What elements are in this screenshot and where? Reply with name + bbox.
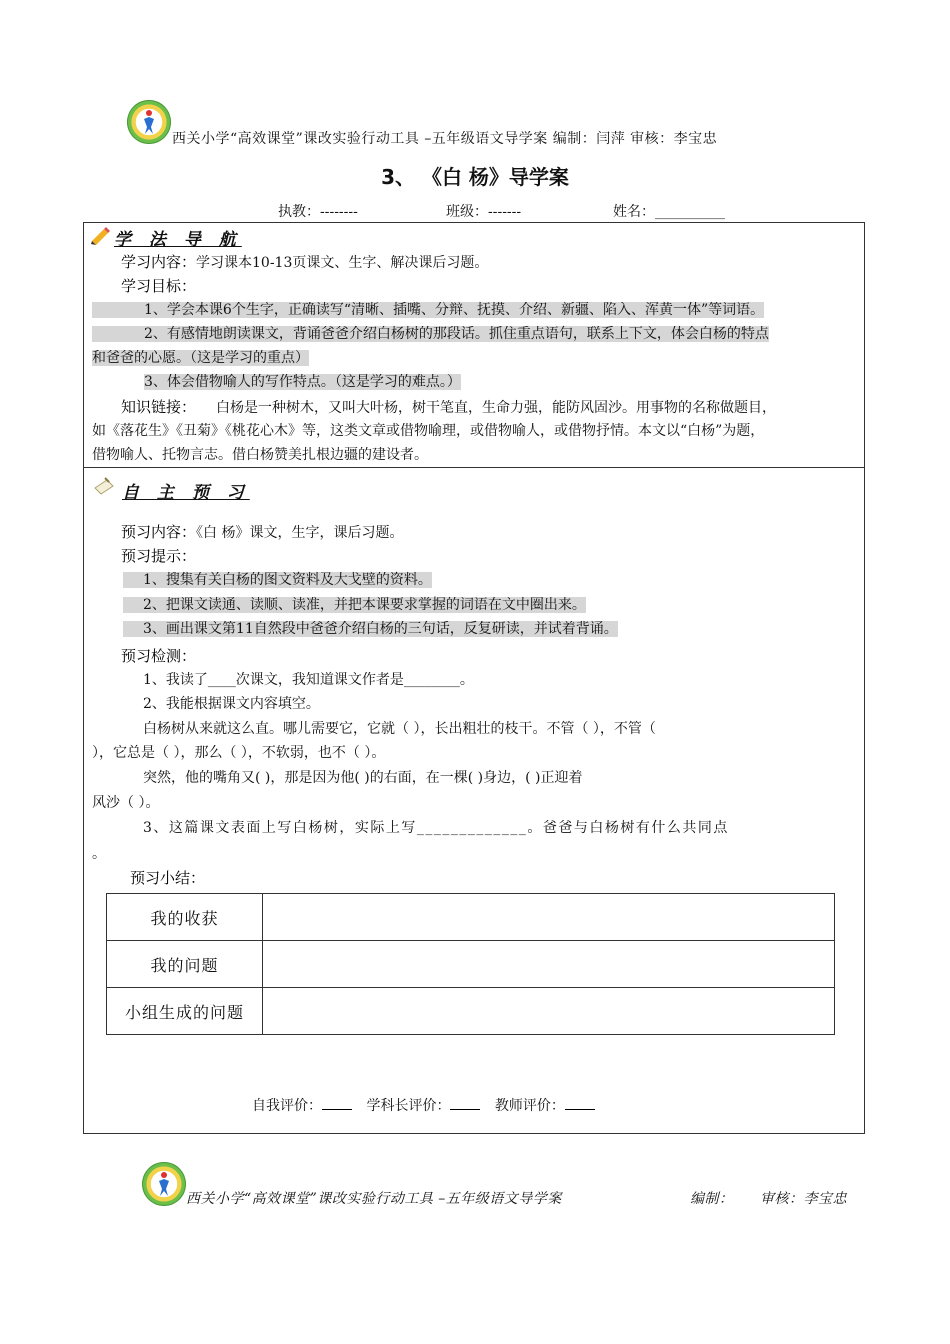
table-row xyxy=(107,988,835,1035)
preview-content-label: 预习内容： xyxy=(121,523,197,541)
study-goals-label xyxy=(121,276,196,297)
goal-item xyxy=(92,300,857,320)
self-eval-label: 自我评价： xyxy=(252,1098,322,1114)
summary-key: 小组生成的问题 xyxy=(107,988,263,1035)
pencil-icon xyxy=(90,225,112,245)
knowledge-link xyxy=(121,397,776,418)
table-row xyxy=(107,941,835,988)
meta-teacher: 执教：-------- xyxy=(278,204,358,220)
goal-text-3: 3、体会借物喻人的写作特点。（这是学习的难点。） xyxy=(144,374,461,390)
leader-eval-blank[interactable] xyxy=(450,1095,480,1110)
summary-answer-field[interactable] xyxy=(263,988,835,1035)
check-label-text: 预习检测： xyxy=(121,647,197,665)
knowledge-label: 知识链接： xyxy=(121,398,197,416)
goals-label-text: 学习目标： xyxy=(121,277,197,295)
summary-label-text: 预习小结： xyxy=(130,869,206,887)
tip-text-3: 3、画出课文第11自然段中爸爸介绍白杨的三句话，反复研读，并试着背诵。 xyxy=(123,621,618,637)
summary-answer-field[interactable] xyxy=(263,894,835,941)
leader-eval-label: 学科长评价： xyxy=(366,1098,451,1114)
footer-school: 西关小学“高效课堂”课改实验行动工具 –五年级语文导学案 xyxy=(186,1191,562,1207)
preview-content-text: 《白 杨》课文，生字，课后习题。 xyxy=(196,525,404,541)
check-item-3-end: 。 xyxy=(92,846,106,862)
header-text: 西关小学“高效课堂”课改实验行动工具 –五年级语文导学案 编制：闫萍 审核：李宝忠 xyxy=(172,131,718,147)
tip-item xyxy=(123,570,432,590)
summary-label xyxy=(130,868,205,889)
check-item-3: 3、这篇课文表面上写白杨树，实际上写_____________。爸爸与白杨树有什么共同点 xyxy=(143,820,729,836)
tip-text-2: 2、把课文读通、读顺、读准，并把本课要求掌握的词语在文中圈出来。 xyxy=(123,597,586,613)
page-title: 3、 《白 杨》导学案 xyxy=(381,165,569,189)
tip-item xyxy=(123,595,586,615)
school-logo xyxy=(127,100,171,144)
tip-text-1: 1、搜集有关白杨的图文资料及大戈壁的资料。 xyxy=(123,572,432,588)
knowledge-text-3: 借物喻人、托物言志。借白杨赞美扎根边疆的建设者。 xyxy=(92,447,428,463)
table-row xyxy=(107,894,835,941)
section2-heading: 自 主 预 习 xyxy=(122,483,250,503)
preview-check-label xyxy=(121,646,196,667)
figure-icon xyxy=(142,109,156,135)
section1-heading: 学 法 导 航 xyxy=(114,230,242,250)
footer-reviewer: 审核：李宝忠 xyxy=(760,1191,847,1207)
goal-item xyxy=(92,324,769,344)
summary-answer-field[interactable] xyxy=(263,941,835,988)
check-item-2: 2、我能根据课文内容填空。 xyxy=(143,696,320,712)
check-item-1: 1、我读了____次课文，我知道课文作者是________。 xyxy=(143,672,474,688)
tip-item xyxy=(123,619,618,639)
check-fill-2: ），它总是（ ），那么（ ），不软弱，也不（ ）。 xyxy=(92,745,386,761)
teacher-eval-blank[interactable] xyxy=(565,1095,595,1110)
check-fill-4: 风沙（ ）。 xyxy=(92,795,160,811)
self-eval-blank[interactable] xyxy=(322,1095,352,1110)
tips-label-text: 预习提示： xyxy=(121,547,197,565)
knowledge-text-2: 如《落花生》《丑菊》《桃花心木》等，这类文章或借物喻理，或借物喻人，或借物抒情。本文以“白杨”为题， xyxy=(92,423,765,439)
footer-editor: 编制： xyxy=(690,1191,734,1207)
goal-text-2: 2、有感情地朗读课文，背诵爸爸介绍白杨树的那段话。抓住重点语句，联系上下文，体会白杨的特点 xyxy=(92,326,769,342)
summary-key: 我的问题 xyxy=(107,941,263,988)
study-content-text: 学习课本10-13页课文、生字、解决课后习题。 xyxy=(196,255,489,271)
goal-item xyxy=(144,372,461,392)
teacher-eval-label: 教师评价： xyxy=(494,1098,565,1114)
study-content xyxy=(121,252,488,273)
figure-icon xyxy=(157,1171,171,1197)
goal-text-2b: 和爸爸的心愿。（这是学习的重点） xyxy=(92,350,309,366)
summary-key: 我的收获 xyxy=(107,894,263,941)
meta-class: 班级：------- xyxy=(446,204,522,220)
check-fill-1: 白杨树从来就这么直。哪儿需要它，它就（ ），长出粗壮的枝干。不管（ ），不管（ xyxy=(143,721,656,737)
knowledge-text-1: 白杨是一种树木，又叫大叶杨，树干笔直，生命力强，能防风固沙。用事物的名称做题目， xyxy=(216,400,777,416)
meta-name: 姓名：__________ xyxy=(613,204,725,220)
goal-item xyxy=(92,348,309,368)
preview-content xyxy=(121,522,403,543)
study-content-label: 学习内容： xyxy=(121,253,197,271)
preview-tips-label xyxy=(121,546,196,567)
goal-text-1: 1、学会本课6个生字，正确读写“清晰、插嘴、分辩、抚摸、介绍、新疆、陷入、浑黄一体”等词语。 xyxy=(92,302,764,318)
notepad-icon xyxy=(93,476,115,496)
evaluation-row xyxy=(252,1095,595,1115)
check-fill-3: 突然，他的嘴角又( )，那是因为他( )的右面，在一棵( )身边，( )正迎着 xyxy=(143,770,583,786)
school-logo xyxy=(142,1162,186,1206)
summary-table xyxy=(106,893,835,1035)
